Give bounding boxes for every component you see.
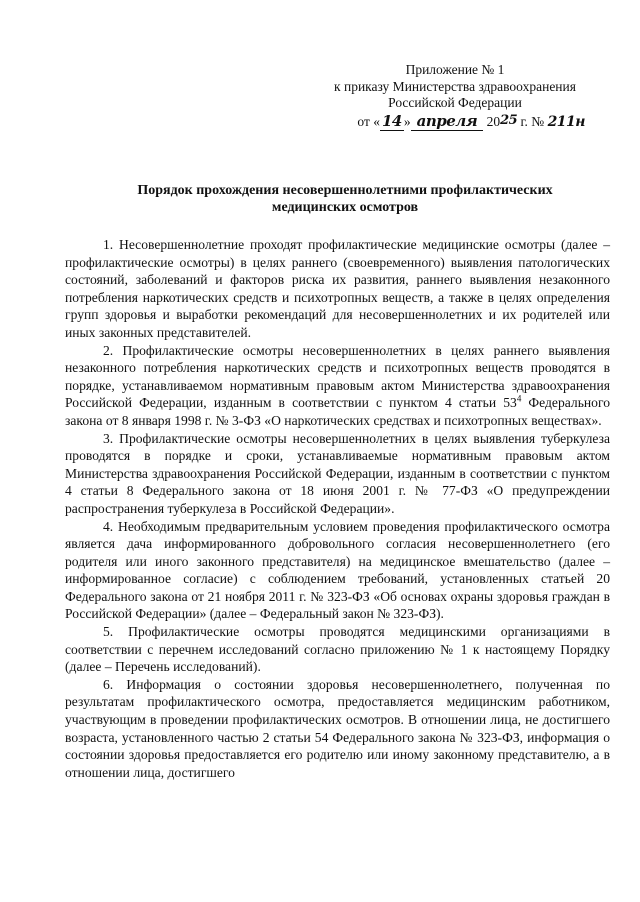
paragraph-3: 3. Профилактические осмотры несовершеннолетних в целях выявления туберкулеза проводятся в порядке и сроки, устанавливаемые нормативным правовым актом Министерства здравоохранения Российской Федерации, изданным в соответствии с пунктом 4 статьи 8 Федерального закона от 18 июня 2001 г. № 77-ФЗ «О предупреждении распространения туберкулеза в Российской Федерации». — [65, 430, 610, 516]
handwritten-year-suffix: 25 — [500, 112, 518, 128]
title-line-1: Порядок прохождения несовершеннолетними профилактических — [137, 183, 553, 198]
paragraph-2 — [65, 342, 610, 430]
order-ministry-line: к приказу Министерства здравоохранения — [334, 78, 576, 94]
order-date-line — [325, 113, 585, 131]
document-body — [65, 236, 610, 781]
handwritten-day: 14 — [381, 111, 402, 130]
paragraph-4: 4. Необходимым предварительным условием проведения профилактического осмотра является дача информированного добровольного согласия несовершеннолетнего (его родителя или иного законного представителя) на медицинское вмешательство (далее – информированное согласие) с соблюдением требований, установленных статьей 20 Федерального закона от 21 ноября 2011 г. № 323-ФЗ «Об основах охраны здоровья граждан в Российской Федерации» (далее – Федеральный закон № 323-ФЗ). — [65, 518, 610, 622]
paragraph-2-text-end: Федерального закона от 8 января 1998 г. № 3-ФЗ «О наркотических средствах и психотропных веществах». — [65, 395, 611, 428]
document-title — [80, 182, 610, 216]
date-quote-close: » — [403, 113, 411, 129]
article-superscript: 4 — [516, 393, 522, 404]
date-prefix: от « — [357, 113, 380, 129]
handwritten-month: апреля — [411, 112, 484, 131]
paragraph-2-text: 2. Профилактические осмотры несовершеннолетних в целях раннего выявления незаконного потребления наркотических средств и психотропных веществ проводятся в порядке, устанавливаемом нормативным правовым актом Министерства здравоохранения Российской Федерации, изданным в соответствии с пунктом 4 статьи 53 — [65, 342, 610, 411]
appendix-label: Приложение № 1 — [405, 62, 505, 77]
year-end: г. № — [517, 113, 548, 129]
paragraph-1: 1. Несовершеннолетние проходят профилактические медицинские осмотры (далее – профилактические осмотры) в целях раннего (своевременного) выявления патологических состояний, заболеваний и факторов риска их развития, раннего выявления незаконного потребления наркотических средств и психотропных веществ, а также в целях определения групп здоровья и выработки рекомендаций для несовершеннолетних и их родителей или иных законных представителей. — [65, 237, 610, 340]
paragraph-5: 5. Профилактические осмотры проводятся медицинскими организациями в соответствии с перечнем исследований согласно приложению № 1 к настоящему Порядку (далее – Перечень исследований). — [65, 624, 610, 675]
russian-federation-line: Российской Федерации — [388, 95, 522, 110]
year-prefix: 20 — [486, 113, 501, 129]
handwritten-order-number: 211н — [547, 113, 585, 130]
title-line-2: медицинских осмотров — [271, 200, 419, 215]
appendix-header — [325, 62, 585, 130]
paragraph-6: 6. Информация о состоянии здоровья несовершеннолетнего, полученная по результатам профилактического осмотра, предоставляется медицинским работником, участвующим в проведении профилактических осмотров. В отношении лица, не достигшего возраста, установленного частью 2 статьи 54 Федерального закона № 323-ФЗ, информация о состоянии здоровья предоставляется его родителю или иному законному представителю, а в отношении лица, достигшего — [65, 676, 610, 780]
